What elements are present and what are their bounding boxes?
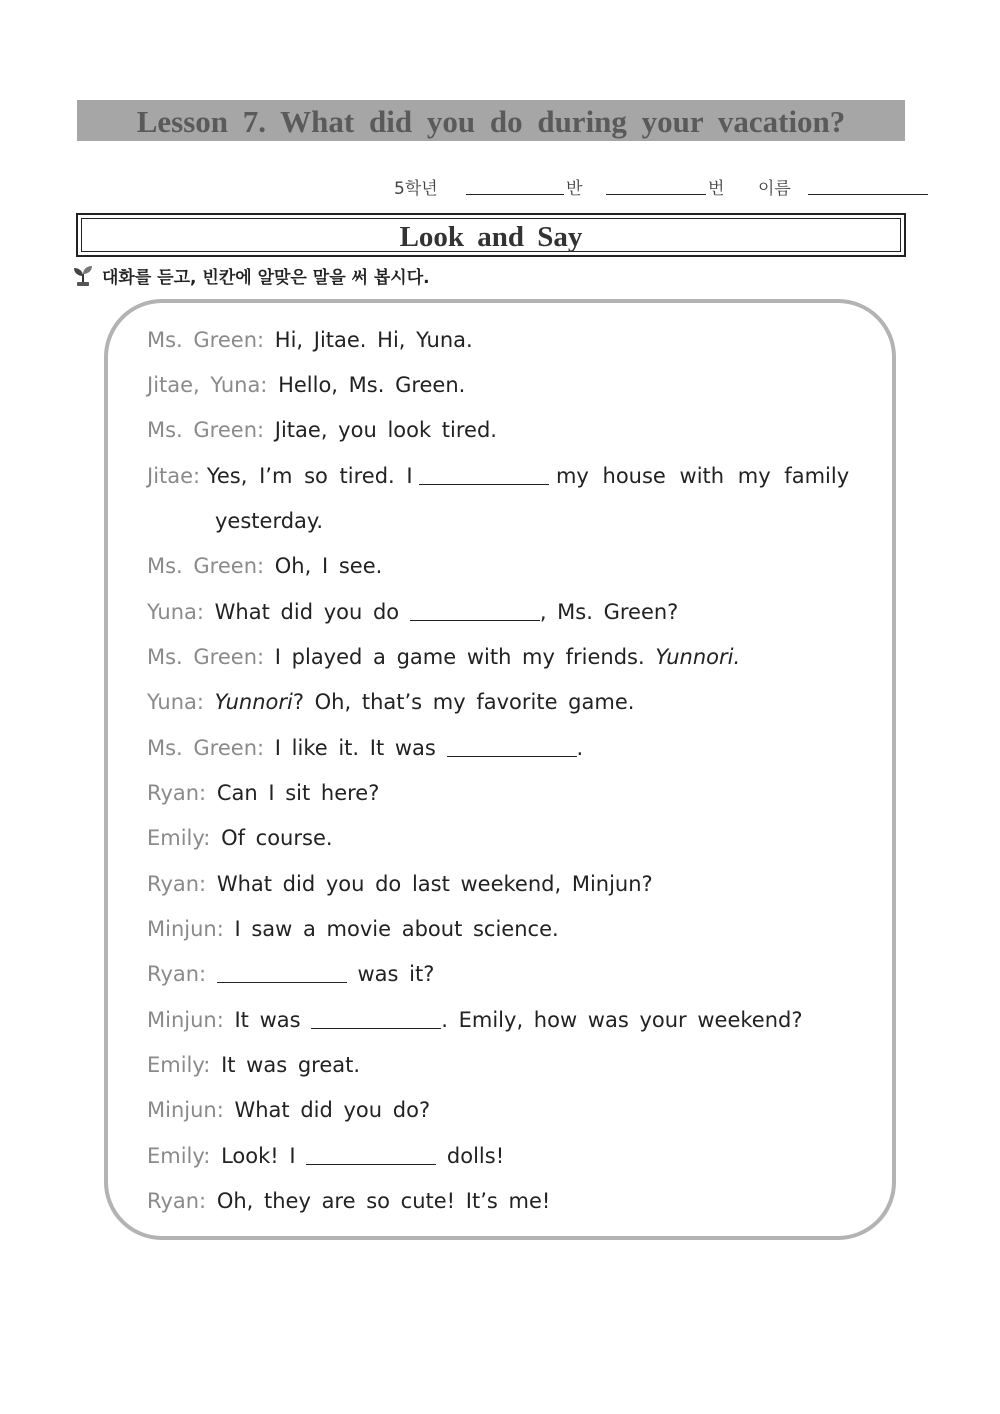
number-blank[interactable] [606,194,706,195]
dialogue-text: Hello, Ms. Green. [278,373,466,397]
dialogue-line [147,595,678,629]
dialogue-text: dolls! [446,1144,505,1168]
section-header-box [76,213,906,257]
speaker-label: Ryan: [147,872,207,896]
dialogue-line [147,957,434,991]
dialogue-text: . Emily, how was your weekend? [441,1008,803,1032]
dialogue-text: . [576,736,584,760]
class-label: 반 [566,179,583,199]
dialogue-line [147,368,465,402]
speaker-label: Jitae: [147,464,201,488]
number-label: 번 [708,179,725,199]
dialogue-text: What did you do [214,600,400,624]
dialogue-text: I like it. It was [274,736,436,760]
dialogue-text: , Ms. Green? [539,600,679,624]
dialogue-text: It was [234,1008,301,1032]
dialogue-text: Of course. [221,826,333,850]
speaker-label: Ms. Green: [147,736,265,760]
dialogue-line [147,867,653,901]
answer-blank[interactable] [217,962,347,983]
dialogue-italic-text: Yunnori [214,690,293,714]
dialogue-line [147,912,559,946]
speaker-label: Minjun: [147,917,224,941]
answer-blank[interactable] [311,1008,441,1029]
speaker-label: Jitae, Yuna: [147,373,268,397]
dialogue-line [147,323,473,357]
dialogue-line [147,821,333,855]
answer-blank[interactable] [306,1144,436,1165]
dialogue-text: Jitae, you look tired. [274,418,497,442]
dialogue-line [147,685,634,719]
speaker-label: Ryan: [147,781,207,805]
student-info-row [0,172,1000,202]
dialogue-text: It was great. [221,1053,361,1077]
dialogue-text: Yes, I’m so tired. I [206,464,413,488]
dialogue-italic-text: Yunnori. [655,645,741,669]
speaker-label: Ryan: [147,962,207,986]
dialogue-text: was it? [357,962,435,986]
sprout-icon [72,265,94,287]
speaker-label: Ms. Green: [147,418,265,442]
dialogue-line [147,776,379,810]
grade-label: 5학년 [394,179,438,199]
speaker-label: Ms. Green: [147,328,265,352]
speaker-label: Emily: [147,1144,211,1168]
dialogue-text: What did you do last weekend, Minjun? [216,872,653,896]
dialogue-line [147,1139,504,1173]
dialogue-text: ? Oh, that’s my favorite game. [292,690,635,714]
speaker-label: Yuna: [147,690,204,714]
dialogue-text: Oh, I see. [274,554,383,578]
section-title: Look and Say [81,218,901,252]
dialogue-line [147,1003,803,1037]
speaker-label: Ms. Green: [147,554,265,578]
dialogue-line [147,731,583,765]
class-blank[interactable] [466,194,564,195]
instruction-text: 대화를 듣고, 빈칸에 알맞은 말을 써 봅시다. [102,268,430,288]
dialogue-continuation [215,504,323,538]
dialogue-text: Look! I [221,1144,296,1168]
dialogue-text: Can I sit here? [216,781,380,805]
dialogue-line [147,413,497,447]
dialogue-line [147,1048,360,1082]
dialogue-line [147,640,740,674]
speaker-label: Yuna: [147,600,204,624]
answer-blank[interactable] [410,600,540,621]
speaker-label: Emily: [147,1053,211,1077]
speaker-label: Ms. Green: [147,645,265,669]
dialogue-text: I played a game with my friends. [274,645,645,669]
speaker-label: Minjun: [147,1098,224,1122]
name-label: 이름 [758,179,791,199]
dialogue-text: Oh, they are so cute! It’s me! [216,1189,551,1213]
instruction [72,263,430,289]
dialogue-text: my house with my family [555,464,850,488]
speaker-label: Ryan: [147,1189,207,1213]
speaker-label: Emily: [147,826,211,850]
dialogue-line [147,459,853,493]
dialogue-line [147,1093,430,1127]
dialogue-line [147,549,382,583]
dialogue-text: Hi, Jitae. Hi, Yuna. [274,328,473,352]
answer-blank[interactable] [447,736,577,757]
speaker-label: Minjun: [147,1008,224,1032]
name-blank[interactable] [808,194,928,195]
dialogue-text: I saw a movie about science. [234,917,559,941]
dialogue-line [147,1184,550,1218]
dialogue-text: What did you do? [234,1098,431,1122]
dialogue-text: yesterday. [215,509,324,533]
answer-blank[interactable] [419,464,549,485]
lesson-title: Lesson 7. What did you do during your vacation? [77,100,905,141]
